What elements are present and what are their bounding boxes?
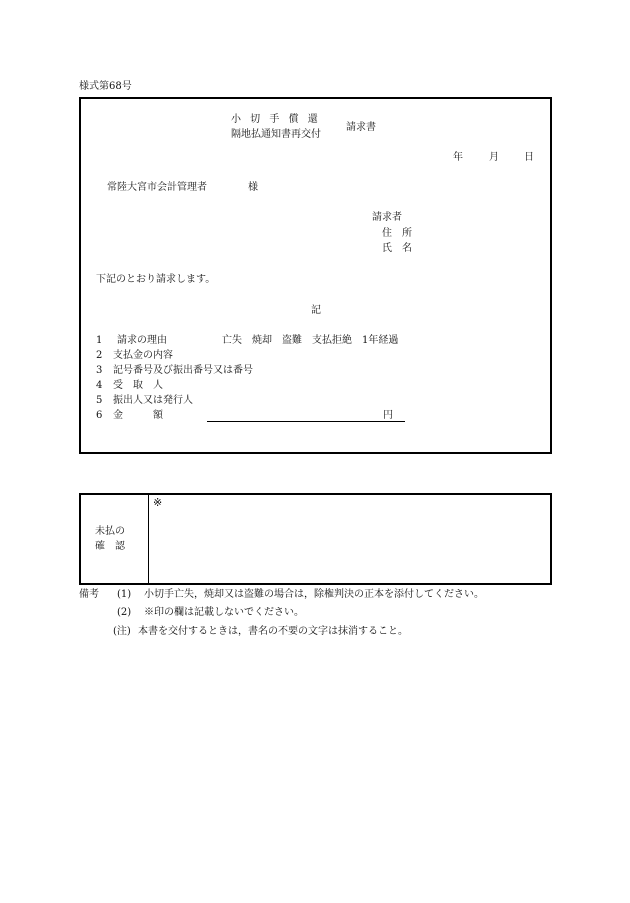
amount-underline [207, 421, 405, 422]
item-label: 金 額 [113, 410, 163, 421]
item-number: 2 [96, 350, 103, 361]
addressee-honorific: 様 [248, 182, 258, 193]
note-marker: (注) [113, 626, 131, 637]
requester-name-label: 氏 名 [382, 243, 412, 254]
note-text: 本書を交付するときは，書名の不要の文字は抹消すること。 [138, 626, 408, 637]
item-label: 受 取 人 [113, 380, 163, 391]
date-day-label: 日 [524, 152, 534, 163]
item-label: 請求の理由 [117, 335, 167, 346]
requester-address-label: 住 所 [382, 228, 412, 239]
confirm-label-line1: 未払の [95, 526, 125, 537]
date-year-label: 年 [453, 152, 463, 163]
item-label: 記号番号及び振出番号又は番号 [113, 365, 253, 376]
item-number: 6 [96, 410, 103, 421]
title-line2: 隔地払通知書再交付 [231, 129, 321, 140]
addressee-name: 常陸大宮市会計管理者 [107, 182, 207, 193]
item-number: 3 [96, 365, 103, 376]
note-marker: (1) [117, 589, 132, 600]
note-text: ※印の欄は記載しないでください。 [144, 607, 304, 618]
item-label: 支払金の内容 [113, 350, 173, 361]
requester-label: 請求者 [372, 212, 402, 223]
reason-options: 亡失 焼却 盗難 支払拒絶 1年経過 [222, 335, 399, 346]
unpaid-confirm-box [79, 493, 552, 585]
item-number: 4 [96, 380, 103, 391]
intro-text: 下記のとおり請求します。 [96, 274, 216, 285]
title-suffix: 請求書 [346, 122, 376, 133]
confirm-divider [148, 493, 149, 585]
date-month-label: 月 [489, 152, 499, 163]
reference-mark: ※ [153, 496, 163, 509]
form-number: 様式第68号 [79, 81, 132, 92]
confirm-label-line2: 確 認 [95, 541, 125, 552]
item-number: 1 [96, 335, 103, 346]
note-marker: (2) [117, 607, 132, 618]
item-label: 振出人又は発行人 [113, 395, 193, 406]
notes-heading: 備考 [79, 589, 99, 600]
amount-unit: 円 [383, 410, 393, 421]
item-number: 5 [96, 395, 103, 406]
note-text: 小切手亡失，焼却又は盗難の場合は，除権判決の正本を添付してください。 [144, 589, 484, 600]
ki-label: 記 [311, 305, 321, 316]
title-line1: 小 切 手 償 還 [231, 114, 321, 125]
